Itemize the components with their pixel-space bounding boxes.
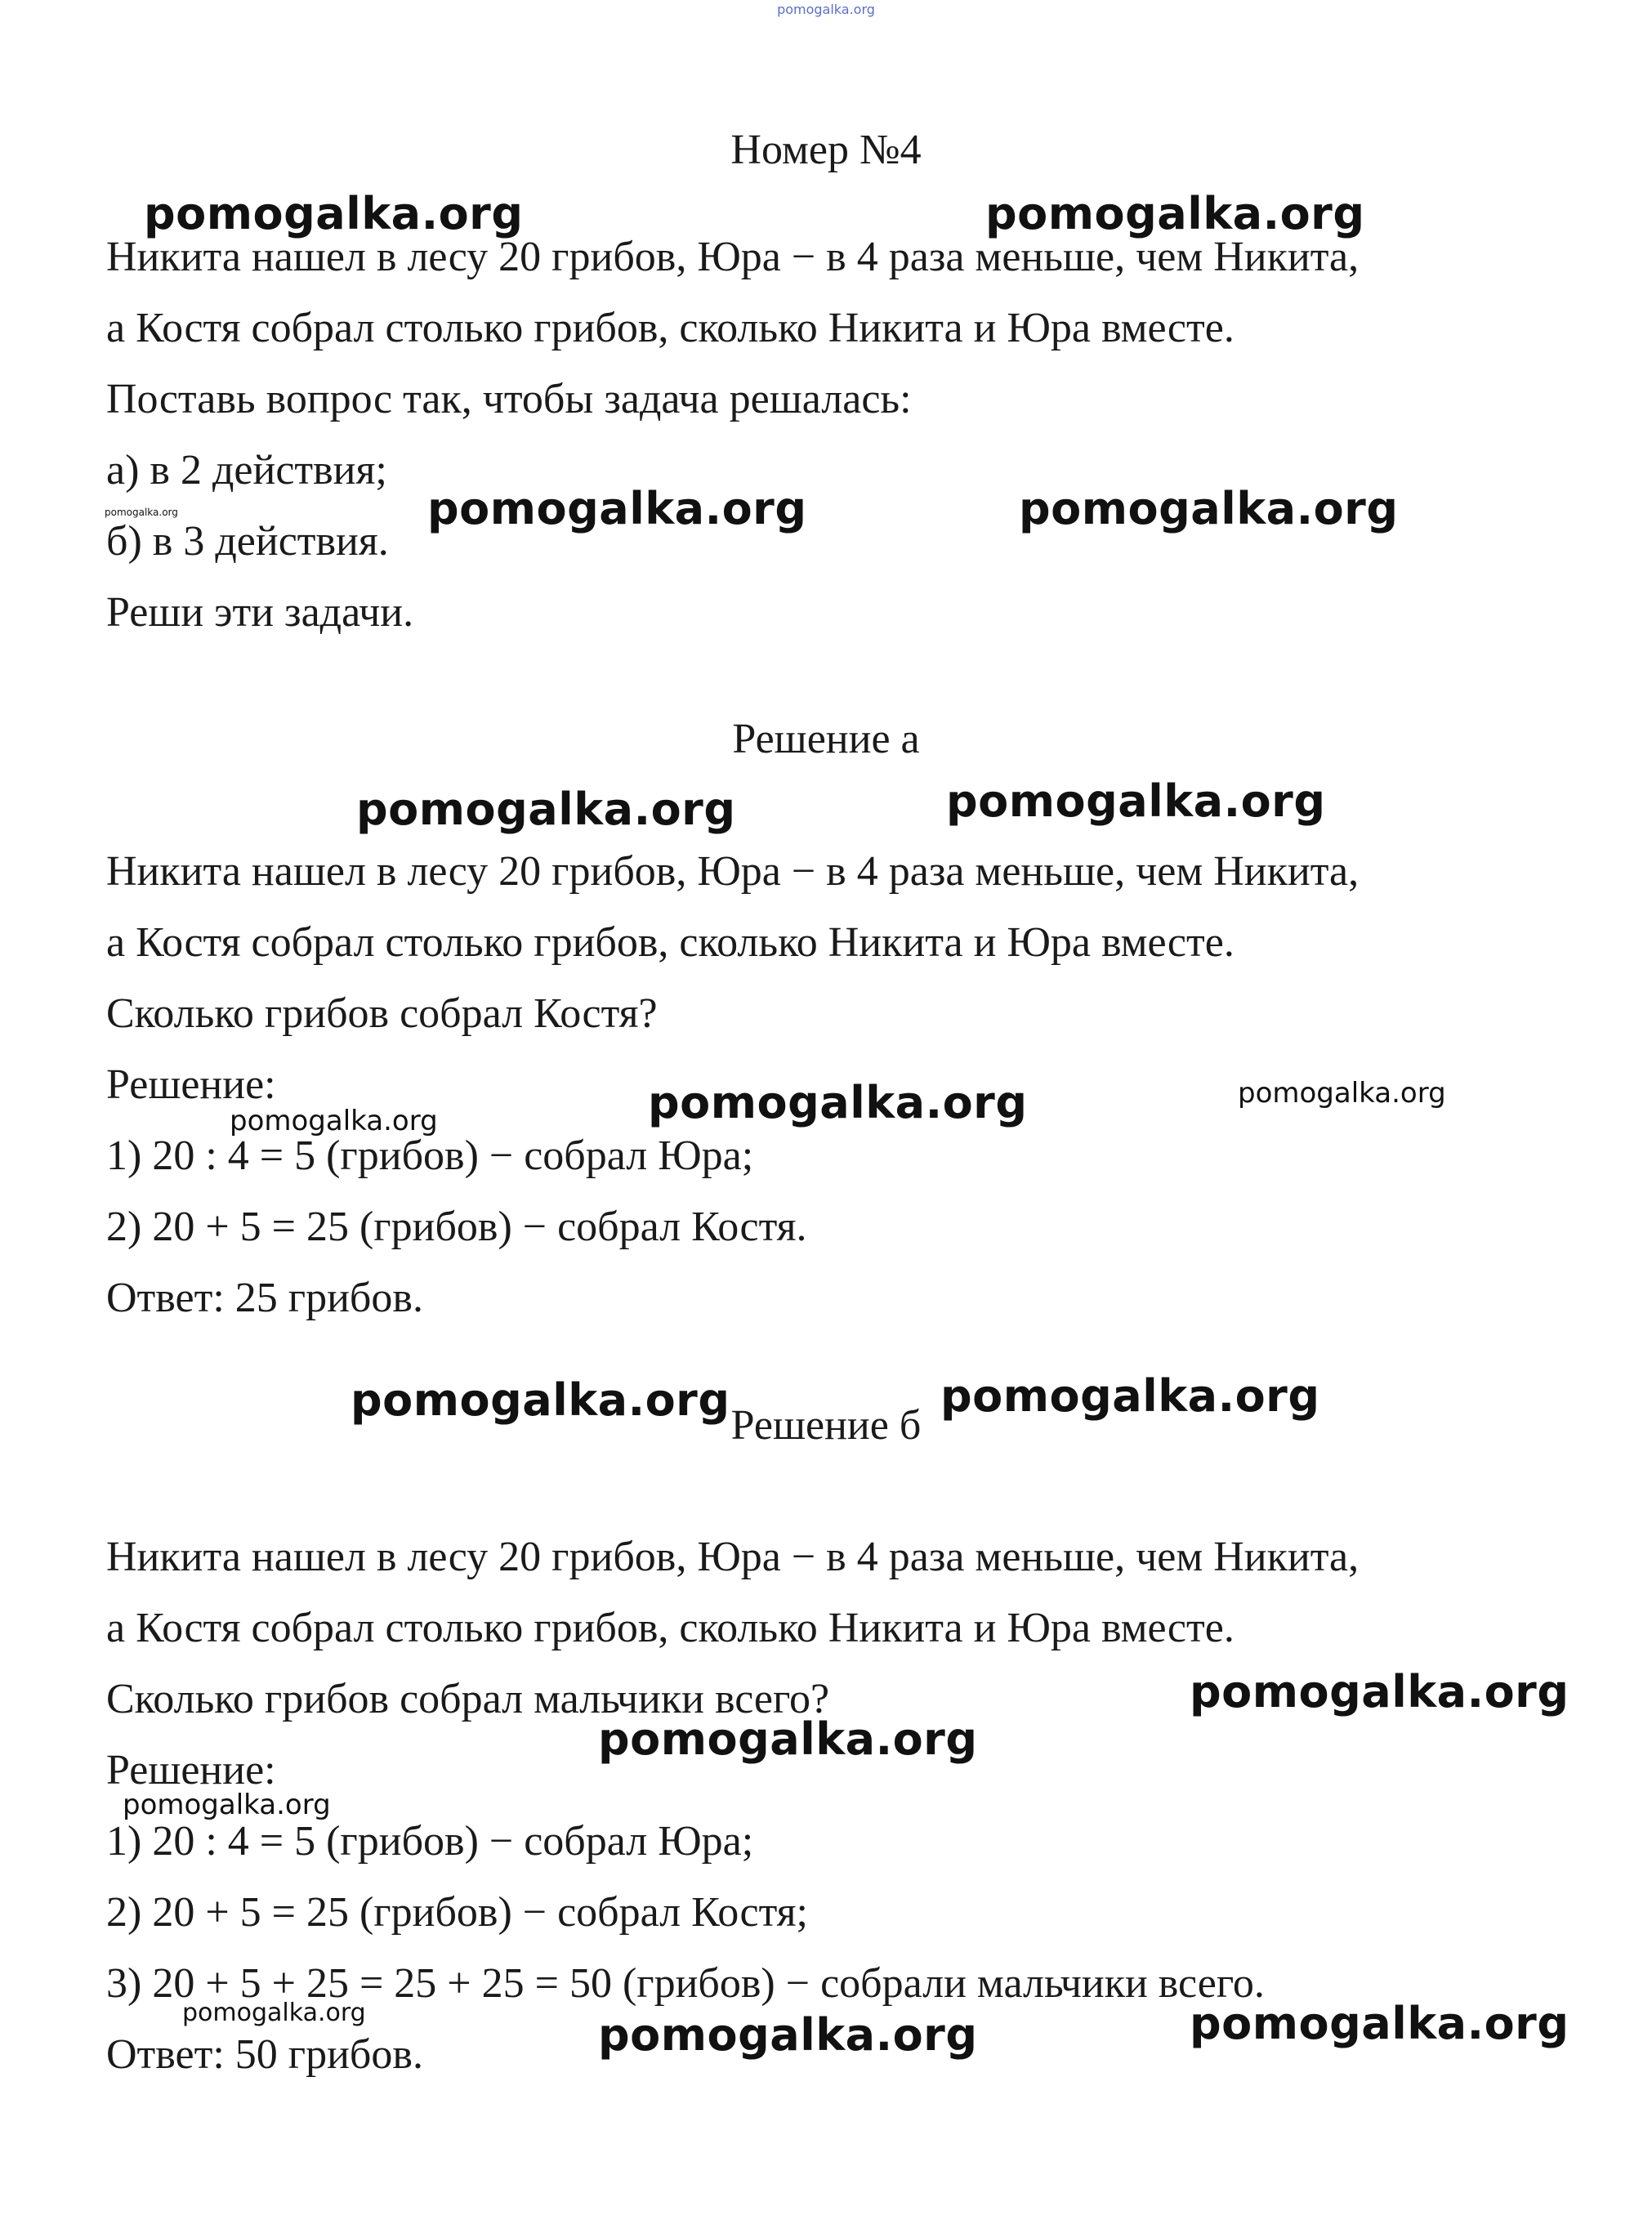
watermark: pomogalka.org xyxy=(598,2009,978,2061)
watermark: pomogalka.org xyxy=(946,775,1326,827)
solution-b-line: 2) 20 + 5 = 25 (грибов) − собрал Костя; xyxy=(106,1889,808,1936)
watermark: pomogalka.org xyxy=(427,483,807,534)
solution-a-title: Решение а xyxy=(732,716,920,762)
watermark: pomogalka.org xyxy=(598,1713,978,1765)
watermark: pomogalka.org xyxy=(1019,483,1399,534)
watermark: pomogalka.org xyxy=(1238,1077,1446,1110)
watermark: pomogalka.org xyxy=(940,1370,1320,1422)
solution-b-line: а Костя собрал столько грибов, сколько Никита и Юра вместе. xyxy=(106,1605,1235,1651)
watermark: pomogalka.org xyxy=(230,1105,438,1137)
solution-a-line: а Костя собрал столько грибов, сколько Никита и Юра вместе. xyxy=(106,919,1235,966)
solution-a-line: Никита нашел в лесу 20 грибов, Юра − в 4 раза меньше, чем Никита, xyxy=(106,848,1360,895)
solution-b-line: Сколько грибов собрал мальчики всего? xyxy=(106,1676,830,1722)
solution-a-line: Сколько грибов собрал Костя? xyxy=(106,990,658,1037)
solution-b-line: 3) 20 + 5 + 25 = 25 + 25 = 50 (грибов) − собрали мальчики всего. xyxy=(106,1960,1265,2007)
watermark: pomogalka.org xyxy=(1190,1998,1569,2049)
watermark-top: pomogalka.org xyxy=(777,2,875,17)
watermark: pomogalka.org xyxy=(144,188,524,239)
solution-a-line: 2) 20 + 5 = 25 (грибов) − собрал Костя. xyxy=(106,1204,807,1250)
task-title: Номер №4 xyxy=(730,127,922,173)
watermark: pomogalka.org xyxy=(123,1789,331,1821)
solution-b-line: 1) 20 : 4 = 5 (грибов) − собрал Юра; xyxy=(106,1818,754,1865)
watermark: pomogalka.org xyxy=(1190,1666,1569,1717)
task-line: а Костя собрал столько грибов, сколько Никита и Юра вместе. xyxy=(106,305,1235,351)
solution-b-line: Ответ: 50 грибов. xyxy=(106,2031,423,2078)
task-line: а) в 2 действия; xyxy=(106,447,387,494)
task-line: б) в 3 действия. xyxy=(106,518,389,565)
task-line: Реши эти задачи. xyxy=(106,589,414,636)
task-line: Никита нашел в лесу 20 грибов, Юра − в 4 раза меньше, чем Никита, xyxy=(106,234,1360,280)
watermark: pomogalka.org xyxy=(182,1999,366,2027)
solution-a-line: Решение: xyxy=(106,1061,276,1108)
watermark: pomogalka.org xyxy=(350,1374,730,1426)
watermark: pomogalka.org xyxy=(356,784,736,835)
solution-a-line: Ответ: 25 грибов. xyxy=(106,1275,423,1321)
solution-b-line: Решение: xyxy=(106,1747,276,1793)
watermark: pomogalka.org xyxy=(105,507,178,518)
watermark: pomogalka.org xyxy=(648,1077,1028,1128)
watermark: pomogalka.org xyxy=(985,188,1365,239)
solution-a-line: 1) 20 : 4 = 5 (грибов) − собрал Юра; xyxy=(106,1132,754,1179)
solution-b-title: Решение б xyxy=(730,1402,922,1449)
task-line: Поставь вопрос так, чтобы задача решалась: xyxy=(106,376,912,422)
solution-b-line: Никита нашел в лесу 20 грибов, Юра − в 4 раза меньше, чем Никита, xyxy=(106,1534,1360,1580)
